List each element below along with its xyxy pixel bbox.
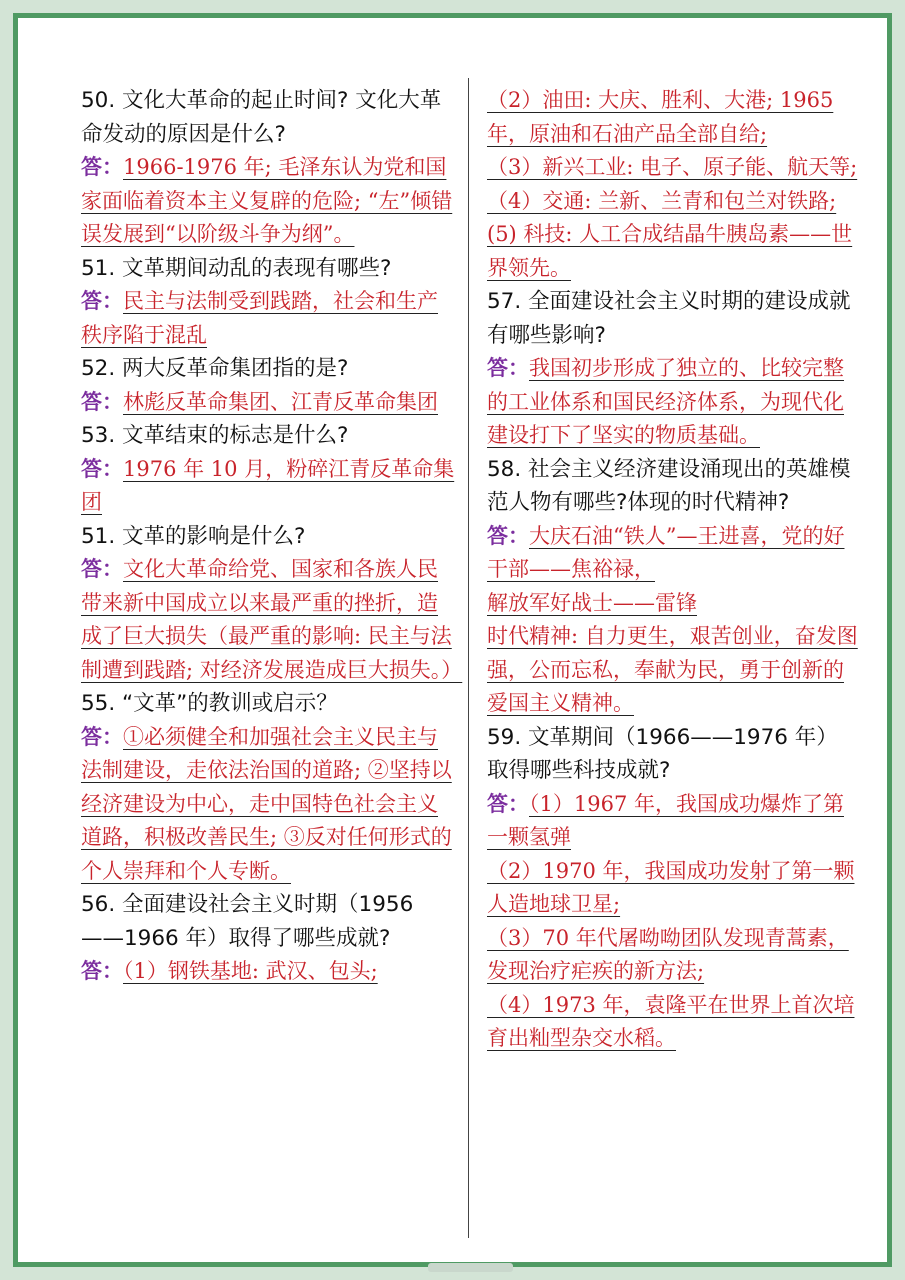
document-page (13, 13, 892, 1267)
answer-52 (81, 386, 456, 420)
answer-text: （4）1973 年，袁隆平在世界上首次培育出籼型杂交水稻。 (487, 992, 855, 1050)
answer-text: 时代精神: 自力更生，艰苦创业，奋发图强，公而忘私，奉献为民，勇于创新的爱国主义精神。 (487, 624, 858, 715)
answer-51 (81, 285, 456, 352)
answer-text: （3）新兴工业: 电子、原子能、航天等; (487, 155, 858, 179)
question-53: 53. 文革结束的标志是什么? (81, 423, 349, 448)
answer-text: 林彪反革命集团、江青反革命集团 (123, 389, 438, 414)
question-54: 51. 文革的影响是什么? (81, 523, 306, 549)
answer-56-continued (487, 84, 859, 151)
question-52: 52. 两大反革命集团指的是? (81, 356, 349, 381)
answer-59-line (487, 989, 859, 1056)
answer-text: 文化大革命给党、国家和各族人民带来新中国成立以来最严重的挫折，造成了巨大损失（最严重的影响: 民主与法制遭到践踏; 对经济发展造成巨大损失。） (81, 557, 463, 682)
left-column (81, 84, 463, 989)
answer-text: 1966-1976 年; 毛泽东认为党和国家面临着资本主义复辟的危险; “左”倾错误发展到“以阶级斗争为纲”。 (81, 155, 453, 246)
answer-label: 答： (81, 456, 123, 481)
question-57: 57. 全面建设社会主义时期的建设成就有哪些影响? (487, 289, 851, 348)
answer-59 (487, 788, 859, 855)
answer-57 (487, 352, 859, 453)
answer-label: 答： (81, 289, 123, 313)
answer-text: （4）交通: 兰新、兰青和包兰对铁路; (5) 科技: 人工合成结晶牛胰岛素——世界领先。 (487, 188, 853, 280)
question-50: 50. 文化大革命的起止时间? 文化大革命发动的原因是什么? (81, 88, 442, 147)
answer-56 (81, 955, 456, 989)
answer-58 (487, 520, 859, 587)
answer-text: （1）1967 年，我国成功爆炸了第一颗氢弹 (487, 791, 844, 849)
answer-text: （3）70 年代屠呦呦团队发现青蒿素，发现治疗疟疾的新方法; (487, 925, 849, 983)
answer-text: 解放军好战士——雷锋 (487, 590, 697, 615)
question-55: 55. “文革”的教训或启示？ (81, 691, 338, 716)
answer-59-line (487, 855, 859, 922)
answer-55 (81, 721, 456, 889)
answer-label: 答： (487, 356, 529, 380)
question-59: 59. 文革期间（1966——1976 年）取得哪些科技成就? (487, 724, 838, 783)
answer-label: 答： (81, 389, 123, 414)
answer-label: 答： (487, 523, 529, 548)
answer-text: （2）油田: 大庆、胜利、大港; 1965 年，原油和石油产品全部自给; (487, 88, 834, 146)
answer-58-line (487, 587, 859, 621)
question-58: 58. 社会主义经济建设涌现出的英雄模范人物有哪些?体现的时代精神? (487, 456, 851, 515)
question-56: 56. 全面建设社会主义时期（1956——1966 年）取得了哪些成就? (81, 892, 414, 951)
answer-53 (81, 453, 456, 520)
answer-text: 1976 年 10 月，粉碎江青反革命集团 (81, 456, 455, 514)
answer-label: 答： (81, 155, 123, 179)
answer-text: 民主与法制受到践踏，社会和生产秩序陷于混乱 (81, 289, 438, 347)
answer-text: 大庆石油“铁人”—王进喜，党的好干部——焦裕禄， (487, 523, 845, 581)
answer-58-line (487, 620, 859, 721)
answer-text: （2）1970 年，我国成功发射了第一颗人造地球卫星; (487, 858, 855, 916)
answer-label: 答： (487, 791, 529, 816)
answer-text: （1）钢铁基地: 武汉、包头; (123, 959, 378, 983)
answer-54 (81, 553, 463, 687)
right-column (487, 84, 859, 1056)
answer-label: 答： (81, 959, 123, 983)
answer-56-continued (487, 185, 859, 286)
column-divider (468, 78, 469, 1238)
answer-59-line (487, 922, 859, 989)
answer-56-continued (487, 151, 859, 185)
answer-text: 我国初步形成了独立的、比较完整的工业体系和国民经济体系，为现代化建设打下了坚实的物质基础。 (487, 356, 844, 447)
answer-text: ①必须健全和加强社会主义民主与法制建设，走依法治国的道路; ②坚持以经济建设为中心，走中国特色社会主义道路，积极改善民生; ③反对任何形式的个人崇拜和个人专断。 (81, 724, 452, 883)
answer-50 (81, 151, 456, 252)
answer-label: 答： (81, 557, 123, 581)
answer-label: 答： (81, 724, 123, 749)
question-51: 51. 文革期间动乱的表现有哪些? (81, 255, 392, 281)
watermark (428, 1263, 513, 1272)
